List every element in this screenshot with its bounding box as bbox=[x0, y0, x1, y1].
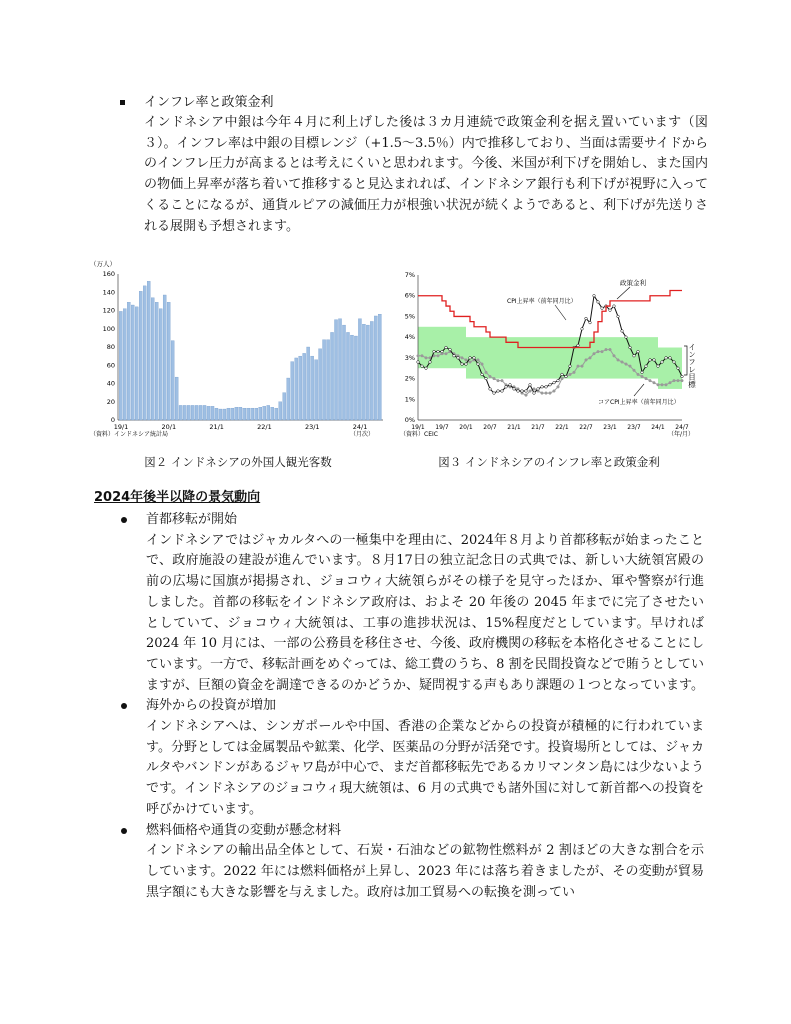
fig3-line-cpi-point bbox=[481, 373, 484, 376]
fig2-source-label: （資料）インドネシア統計局 bbox=[90, 431, 168, 438]
section-inflation-policy-rate bbox=[118, 93, 708, 237]
fig2-bar bbox=[235, 407, 238, 420]
fig2-bar bbox=[119, 311, 122, 420]
fig3-line-core-cpi-point bbox=[533, 388, 536, 391]
fig2-bar bbox=[187, 405, 190, 420]
fig2-bar bbox=[338, 319, 341, 420]
fig3-line-cpi-point bbox=[509, 383, 512, 386]
fig3-line-core-cpi-point bbox=[573, 371, 576, 374]
fig3-line-core-cpi-point bbox=[673, 379, 676, 382]
fig3-line-cpi-point bbox=[433, 350, 436, 353]
fig3-line-cpi-point bbox=[541, 386, 544, 389]
fig3-line-core-cpi-point bbox=[669, 381, 672, 384]
fig3-line-core-cpi-point bbox=[549, 392, 552, 395]
fig2-bar bbox=[247, 408, 250, 420]
fig3-line-core-cpi-point bbox=[529, 390, 532, 393]
fig2-bar bbox=[267, 405, 270, 420]
fig2-xtick-label: 20/1 bbox=[161, 423, 177, 431]
fig3-line-core-cpi-point bbox=[461, 357, 464, 360]
fig3-line-core-cpi-point bbox=[609, 348, 612, 351]
fig3-line-core-cpi-point bbox=[681, 379, 684, 382]
fig3-line-core-cpi-point bbox=[445, 352, 448, 355]
fig2-bar bbox=[127, 302, 130, 420]
fig2-bar bbox=[255, 408, 258, 420]
fig2-bar bbox=[147, 281, 150, 420]
fig2-ytick-label: 160 bbox=[102, 270, 115, 278]
fig3-line-cpi-point bbox=[633, 354, 636, 357]
fig3-line-cpi-point bbox=[529, 383, 532, 386]
fig2-bar bbox=[131, 305, 134, 420]
fig2-bar bbox=[346, 332, 349, 420]
fig2-bar bbox=[279, 402, 282, 420]
fig3-line-core-cpi-point bbox=[561, 377, 564, 380]
fig3-line-cpi-point bbox=[417, 361, 420, 364]
fig2-bar bbox=[291, 362, 294, 420]
fig3-label-cpi: CPI上昇率（前年同月比） bbox=[507, 298, 577, 305]
fig3-line-cpi-point bbox=[581, 328, 584, 331]
fig2-bar bbox=[275, 408, 278, 420]
fig3-line-core-cpi-point bbox=[617, 359, 620, 362]
section-title-outlook: 2024年後半以降の景気動向 bbox=[94, 490, 261, 505]
fig3-line-cpi-point bbox=[501, 390, 504, 393]
fig3-line-cpi-point bbox=[525, 390, 528, 393]
figure2-caption: 図２ インドネシアの外国人観光客数 bbox=[144, 455, 332, 469]
fig3-xtick-label: 19/7 bbox=[435, 424, 449, 431]
fig3-line-cpi-point bbox=[465, 363, 468, 366]
fig2-bar bbox=[271, 407, 274, 420]
fig3-line-core-cpi-point bbox=[557, 386, 560, 389]
fig2-bar bbox=[259, 407, 262, 420]
fig3-line-cpi-point bbox=[665, 357, 668, 360]
fig3-line-cpi-point bbox=[641, 371, 644, 374]
inflation-line-chart-svg bbox=[398, 268, 700, 444]
fig2-bar bbox=[123, 309, 126, 420]
fig3-line-cpi-point bbox=[505, 386, 508, 389]
fig2-bar bbox=[299, 356, 302, 420]
fig3-line-cpi-point bbox=[449, 348, 452, 351]
fig3-line-cpi-point bbox=[453, 354, 456, 357]
fig2-bar bbox=[362, 324, 365, 420]
fig3-line-core-cpi-point bbox=[593, 352, 596, 355]
fig3-line-cpi-point bbox=[493, 392, 496, 395]
fig3-line-cpi-point bbox=[673, 361, 676, 364]
fig3-ytick-label: 7% bbox=[404, 271, 415, 279]
fig2-bar bbox=[239, 407, 242, 420]
fig2-ytick-label: 20 bbox=[106, 397, 115, 406]
fig2-bar bbox=[370, 321, 373, 420]
fig2-xtick-label: 19/1 bbox=[113, 423, 129, 431]
fig3-line-cpi-point bbox=[517, 390, 520, 393]
fig3-line-core-cpi-point bbox=[569, 373, 572, 376]
fig3-line-cpi-point bbox=[545, 386, 548, 389]
fig3-line-cpi-point bbox=[425, 367, 428, 370]
fig2-unit-label: （万人） bbox=[90, 260, 116, 268]
fig3-line-cpi-point bbox=[477, 363, 480, 366]
fig3-line-cpi-point bbox=[629, 346, 632, 349]
fig2-bar bbox=[358, 319, 361, 420]
outlook-item-foreign-investment bbox=[94, 696, 704, 820]
figure3-inflation-chart bbox=[398, 268, 700, 444]
figure2-tourists-chart bbox=[88, 256, 388, 444]
fig3-line-core-cpi-point bbox=[585, 359, 588, 362]
fig3-line-cpi-point bbox=[585, 317, 588, 320]
fig2-bar bbox=[211, 406, 214, 420]
fig3-line-cpi-point bbox=[569, 365, 572, 368]
fig3-line-cpi-point bbox=[681, 375, 684, 378]
fig3-line-core-cpi-point bbox=[589, 357, 592, 360]
fig3-line-core-cpi-point bbox=[661, 383, 664, 386]
fig2-xtick-label: 23/1 bbox=[304, 423, 320, 431]
fig2-bar bbox=[183, 405, 186, 420]
outlook-item-heading: 燃料価格や通貨の変動が懸念材料 bbox=[94, 821, 704, 842]
fig3-xtick-label: 19/1 bbox=[411, 424, 425, 431]
fig3-line-cpi-point bbox=[489, 388, 492, 391]
fig2-bar bbox=[223, 409, 226, 420]
fig2-bar bbox=[155, 302, 158, 420]
fig3-line-core-cpi-point bbox=[641, 375, 644, 378]
fig3-label-target: インフレ目標 bbox=[687, 343, 697, 388]
fig3-xtick-label: 21/7 bbox=[531, 424, 545, 431]
fig3-line-core-cpi-point bbox=[613, 354, 616, 357]
fig2-bar bbox=[135, 307, 138, 420]
fig3-line-cpi-point bbox=[553, 381, 556, 384]
fig2-bar bbox=[219, 409, 222, 420]
fig3-ytick-label: 5% bbox=[404, 312, 415, 321]
fig3-line-cpi-point bbox=[593, 294, 596, 297]
fig3-xtick-label: 23/7 bbox=[627, 424, 641, 431]
fig2-bar bbox=[354, 336, 357, 420]
fig3-line-core-cpi-point bbox=[657, 383, 660, 386]
fig3-line-core-cpi-point bbox=[417, 354, 420, 357]
fig3-line-core-cpi-point bbox=[485, 371, 488, 374]
section-outlook bbox=[94, 488, 704, 903]
fig2-bar bbox=[231, 408, 234, 420]
fig3-line-core-cpi-point bbox=[545, 392, 548, 395]
fig3-line-core-cpi-point bbox=[501, 379, 504, 382]
fig2-ytick-label: 120 bbox=[102, 306, 115, 315]
fig3-line-core-cpi-point bbox=[629, 365, 632, 368]
fig3-line-cpi-point bbox=[421, 365, 424, 368]
fig3-line-cpi-point bbox=[521, 390, 524, 393]
fig3-line-cpi-point bbox=[473, 357, 476, 360]
outlook-item-fuel-currency bbox=[94, 821, 704, 904]
figure3-caption: 図３ インドネシアのインフレ率と政策金利 bbox=[438, 455, 660, 469]
fig2-bar bbox=[350, 335, 353, 420]
fig3-line-core-cpi-point bbox=[625, 363, 628, 366]
fig3-line-cpi-point bbox=[597, 301, 600, 304]
outlook-item-paragraph: インドネシアではジャカルタへの一極集中を理由に、2024年８月より首都移転が始まったことで、政府施設の建設が進んでいます。８月17日の独立記念日の式典では、新しい大統領宮殿の前の広場に国旗が掲揚され、ジョコウィ大統領らがその様子を見守ったほか、軍や警察が行進しました。首都の移転をインドネシア政府は、およそ 20 年後の 2045 年までに完了させたいとしていて、ジョコウィ大統領は、工事の進捗状況は、15%程度だとしています。早ければ 2024 年 10 月には、一部の公務員を移住させ、今後、政府機関の移転を本格化させることにしています。一方で、移転計画をめぐっては、総工費のうち、8 割を民間投資などで賄うとしていますが、巨額の資金を調達できるのかどうか、疑問視する声もあり課題の１つとなっています。 bbox=[146, 532, 704, 693]
section-heading-inflation: インフレ率と政策金利 bbox=[118, 93, 708, 113]
fig3-line-cpi-point bbox=[657, 365, 660, 368]
fig2-bar bbox=[330, 332, 333, 420]
fig3-line-cpi-point bbox=[577, 344, 580, 347]
fig3-line-cpi-point bbox=[625, 336, 628, 339]
fig3-xtick-label: 20/1 bbox=[459, 424, 473, 431]
fig3-line-cpi-point bbox=[537, 388, 540, 391]
fig3-line-cpi-point bbox=[649, 359, 652, 362]
fig3-leader-cpi bbox=[555, 305, 566, 320]
fig3-xtick-label: 22/1 bbox=[555, 424, 569, 431]
fig3-line-core-cpi-point bbox=[497, 379, 500, 382]
fig2-bar bbox=[243, 408, 246, 420]
fig2-bar bbox=[323, 340, 326, 420]
fig3-leader-core bbox=[634, 384, 644, 396]
fig3-line-cpi-point bbox=[613, 305, 616, 308]
fig2-bar bbox=[215, 408, 218, 420]
fig3-line-cpi-point bbox=[637, 350, 640, 353]
fig3-leader-policy bbox=[617, 287, 630, 299]
fig2-bar bbox=[303, 353, 306, 420]
fig3-line-cpi-point bbox=[549, 383, 552, 386]
fig2-ytick-label: 80 bbox=[106, 343, 115, 351]
fig2-bar bbox=[366, 325, 369, 420]
fig3-line-cpi-point bbox=[557, 379, 560, 382]
fig3-line-core-cpi-point bbox=[649, 379, 652, 382]
fig3-line-core-cpi-point bbox=[525, 394, 528, 397]
fig2-bar bbox=[251, 408, 254, 420]
fig3-line-cpi-point bbox=[677, 367, 680, 370]
fig3-line-core-cpi-point bbox=[601, 350, 604, 353]
fig2-bar bbox=[342, 325, 345, 420]
fig3-line-core-cpi-point bbox=[481, 363, 484, 366]
fig2-bar bbox=[334, 320, 337, 420]
fig3-line-core-cpi-point bbox=[421, 354, 424, 357]
fig3-source-label: （資料）CEIC bbox=[400, 431, 438, 438]
fig3-line-core-cpi-point bbox=[665, 383, 668, 386]
fig3-ytick-label: 2% bbox=[404, 374, 415, 383]
fig3-line-core-cpi-point bbox=[677, 379, 680, 382]
fig2-bar bbox=[287, 378, 290, 420]
fig3-line-cpi-point bbox=[533, 392, 536, 395]
fig3-xtick-label: 22/7 bbox=[579, 424, 593, 431]
section-paragraph-inflation: インドネシア中銀は今年４月に利上げした後は３カ月連続で政策金利を据え置いています（図３）。インフレ率は中銀の目標レンジ（+1.5～3.5％）内で推移しており、当面は需要サイドからのインフレ圧力が高まるとは考えにくいと思われます。今後、米国が利下げを開始し、また国内の物価上昇率が落ち着いて推移すると見込まれれば、インドネシア銀行も利下げが視野に入ってくることになるが、通貨ルピアの減価圧力が根強い状況が続くようであると、利下げが先送りされる展開も予想されます。 bbox=[144, 115, 708, 234]
fig2-bar bbox=[139, 291, 142, 420]
fig3-ytick-label: 6% bbox=[404, 291, 415, 300]
fig3-line-core-cpi-point bbox=[637, 373, 640, 376]
fig2-bar bbox=[179, 405, 182, 420]
fig3-line-core-cpi-point bbox=[581, 365, 584, 368]
fig2-bar bbox=[207, 406, 210, 420]
fig3-line-core-cpi-point bbox=[653, 381, 656, 384]
fig3-line-cpi-point bbox=[445, 346, 448, 349]
fig3-target-band bbox=[418, 327, 466, 368]
fig3-line-core-cpi-point bbox=[477, 359, 480, 362]
fig2-bar bbox=[319, 349, 322, 420]
fig3-line-cpi-point bbox=[561, 373, 564, 376]
fig2-bar bbox=[311, 356, 314, 420]
fig2-bar bbox=[283, 393, 286, 420]
fig2-bar bbox=[327, 340, 330, 420]
fig3-xtick-label: 20/7 bbox=[483, 424, 497, 431]
fig3-line-cpi-point bbox=[653, 359, 656, 362]
fig3-label-policy: 政策金利 bbox=[620, 279, 646, 287]
fig2-ytick-label: 60 bbox=[106, 361, 115, 370]
fig3-xunit-label: （年/月） bbox=[668, 431, 695, 438]
fig2-xtick-label: 22/1 bbox=[257, 423, 272, 431]
fig3-line-cpi-point bbox=[441, 350, 444, 353]
fig3-line-cpi-point bbox=[645, 365, 648, 368]
fig2-bar bbox=[307, 347, 310, 420]
fig3-line-cpi-point bbox=[437, 350, 440, 353]
fig3-line-cpi-point bbox=[621, 330, 624, 333]
fig3-line-core-cpi-point bbox=[553, 390, 556, 393]
fig3-ytick-label: 4% bbox=[404, 333, 415, 342]
fig2-bar bbox=[159, 309, 162, 420]
fig3-line-cpi-point bbox=[601, 307, 604, 310]
fig3-line-cpi-point bbox=[661, 361, 664, 364]
fig3-line-core-cpi-point bbox=[621, 361, 624, 364]
fig3-line-core-cpi-point bbox=[633, 369, 636, 372]
fig3-xtick-label: 21/1 bbox=[507, 424, 521, 431]
fig3-line-core-cpi-point bbox=[541, 392, 544, 395]
fig3-target-band bbox=[466, 337, 658, 378]
fig3-xtick-label: 24/7 bbox=[675, 424, 689, 431]
fig2-ytick-label: 40 bbox=[106, 379, 115, 388]
fig3-line-core-cpi-point bbox=[425, 357, 428, 360]
fig3-line-cpi-point bbox=[457, 357, 460, 360]
fig3-line-core-cpi-point bbox=[577, 365, 580, 368]
fig2-bar bbox=[295, 358, 298, 420]
fig2-bar bbox=[167, 302, 170, 420]
fig3-line-core-cpi-point bbox=[469, 361, 472, 364]
fig3-xtick-label: 24/1 bbox=[651, 424, 665, 431]
fig2-xunit-label: （月次） bbox=[350, 431, 375, 438]
fig3-line-cpi-point bbox=[469, 357, 472, 360]
tourists-bar-chart-svg bbox=[88, 256, 388, 444]
fig3-line-core-cpi-point bbox=[493, 377, 496, 380]
fig2-bar bbox=[151, 298, 154, 420]
fig2-bar bbox=[263, 406, 266, 420]
fig2-bar bbox=[191, 405, 194, 420]
fig3-line-cpi-point bbox=[565, 375, 568, 378]
fig3-line-cpi-point bbox=[589, 321, 592, 324]
fig2-ytick-label: 140 bbox=[102, 288, 115, 297]
fig3-line-cpi-point bbox=[617, 315, 620, 318]
fig2-bar bbox=[195, 405, 198, 420]
fig3-line-cpi-point bbox=[485, 377, 488, 380]
fig2-bar bbox=[315, 360, 318, 420]
fig3-line-core-cpi-point bbox=[605, 348, 608, 351]
fig2-bar bbox=[171, 341, 174, 420]
fig3-line-core-cpi-point bbox=[437, 354, 440, 357]
fig2-ytick-label: 0 bbox=[110, 416, 115, 424]
outlook-item-heading: 首都移転が開始 bbox=[94, 510, 704, 531]
fig2-xtick-label: 21/1 bbox=[209, 423, 224, 431]
fig3-label-core: コアCPI上昇率（前年同月比） bbox=[598, 399, 680, 406]
fig3-line-cpi-point bbox=[513, 388, 516, 391]
fig3-line-cpi-point bbox=[461, 363, 464, 366]
fig3-line-core-cpi-point bbox=[465, 359, 468, 362]
fig3-ytick-label: 1% bbox=[404, 395, 415, 404]
fig2-bar bbox=[203, 405, 206, 420]
fig2-bar bbox=[143, 286, 146, 420]
fig2-bar bbox=[374, 316, 377, 420]
fig3-line-core-cpi-point bbox=[645, 377, 648, 380]
fig2-bar bbox=[199, 405, 202, 420]
fig3-ytick-label: 3% bbox=[404, 353, 415, 362]
fig2-bar bbox=[175, 377, 178, 420]
fig3-line-cpi-point bbox=[669, 357, 672, 360]
fig3-ytick-label: 0% bbox=[404, 416, 415, 424]
fig3-xtick-label: 23/1 bbox=[603, 424, 617, 431]
fig2-bar bbox=[227, 408, 230, 420]
fig3-line-core-cpi-point bbox=[597, 350, 600, 353]
outlook-item-capital-relocation bbox=[94, 510, 704, 696]
fig3-line-cpi-point bbox=[429, 361, 432, 364]
fig3-line-cpi-point bbox=[609, 309, 612, 312]
fig3-line-cpi-point bbox=[497, 390, 500, 393]
fig2-ytick-label: 100 bbox=[102, 324, 115, 333]
fig2-bar bbox=[378, 314, 381, 420]
outlook-item-paragraph: インドネシアへは、シンガポールや中国、香港の企業などからの投資が積極的に行われています。分野としては金属製品や鉱業、化学、医薬品の分野が活発です。投資場所としては、ジャカルタやバンドンがあるジャワ島が中心で、まだ首都移転先であるカリマンタン島には少ないようです。インドネシアのジョコウィ現大統領は、6 月の式典でも諸外国に対して新首都への投資を呼びかけています。 bbox=[146, 719, 704, 817]
outlook-item-heading: 海外からの投資が増加 bbox=[94, 696, 704, 717]
fig2-xtick-label: 24/1 bbox=[352, 423, 368, 431]
fig2-bar bbox=[163, 295, 166, 420]
fig3-line-core-cpi-point bbox=[489, 375, 492, 378]
outlook-item-paragraph: インドネシアの輸出品全体として、石炭・石油などの鉱物性燃料が 2 割ほどの大きな割合を示しています。2022 年には燃料価格が上昇し、2023 年には落ち着きましたが、その変動が貿易黒字額にも大きな影響を与えました。政府は加工貿易への転換を測ってい bbox=[146, 843, 704, 900]
